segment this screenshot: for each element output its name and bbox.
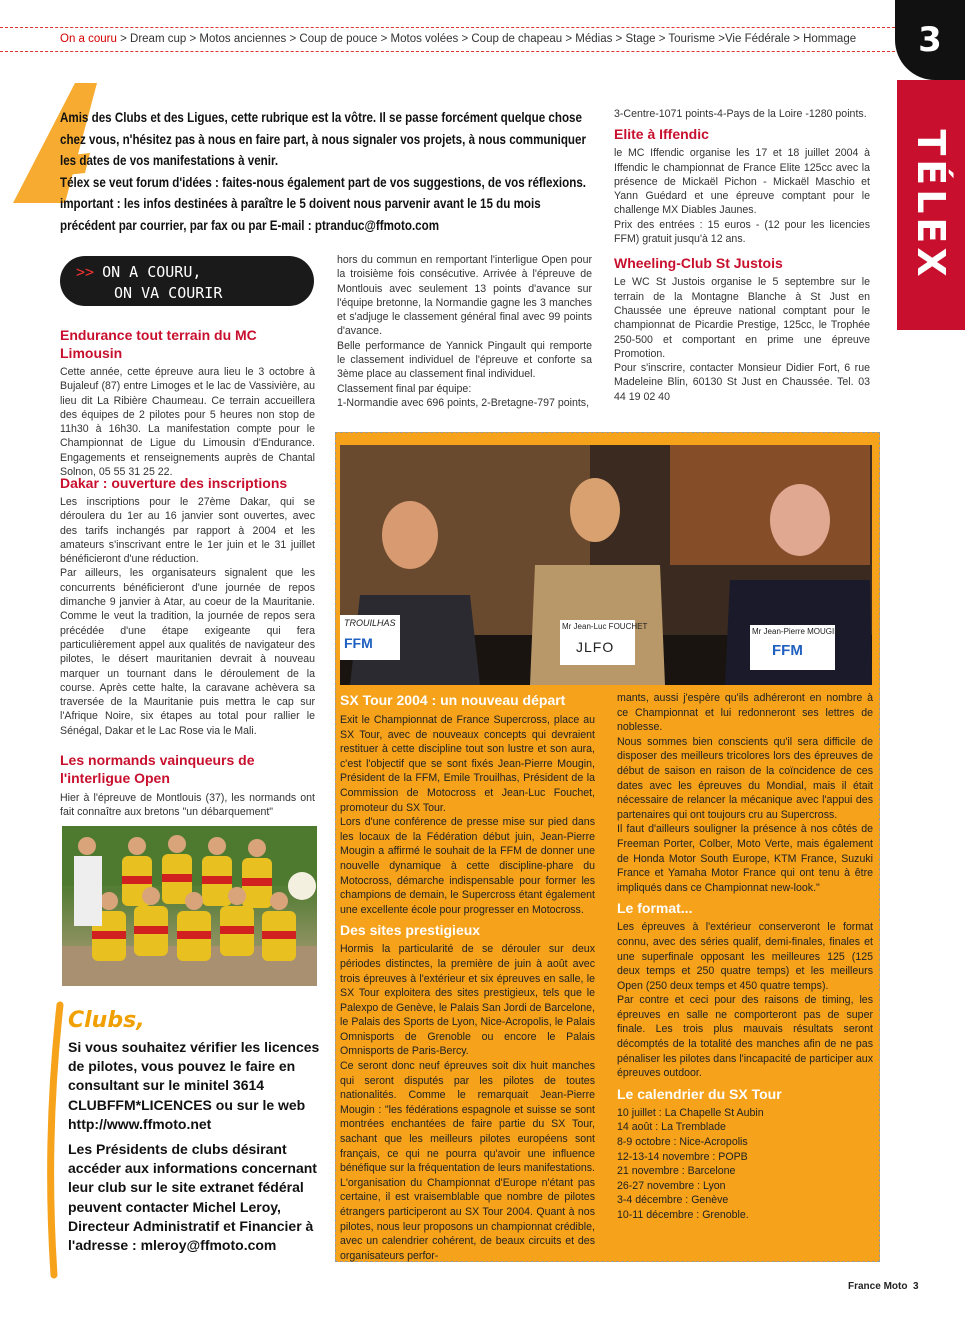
page-number-tab: 3 [895,0,965,80]
calendar-list [617,1106,873,1223]
intro-p3: important : les infos destinées à paraître le 5 doivent nous parvenir avant le 15 du mois précédent par courrier, par fax ou par E-mail : ptranduc@ffmoto.com [60,196,541,233]
article-dakar [60,474,315,738]
text-iffendic-prix: Prix des entrées : 15 euros - (12 pour les licencies FFM) gratuit jusqu'à 12 ans. [614,218,870,246]
text-wheeling: Le WC St Justois organise le 5 septembre sur le terrain de la Montagne Blanche à St Just en Chaussée une épreuve national comptant pour le championnat de Picardie Prestige, 125cc, le Trophée 250-500 et comportant en prime une épreuve Promotion. [614,276,870,360]
text-classement-cont: 3-Centre-1071 points-4-Pays de la Loire -1280 points. [614,108,867,120]
banner-line2: ON VA COURIR [114,284,223,302]
intro-p2: Télex se veut forum d'idées : faites-nous également part de vos suggestions, de vos réflexions. [60,174,587,190]
text-dakar-2: Par ailleurs, les organisateurs signalent que les concurrents bénéficieront d'une journée de repos dimanche 9 janvier à Atar, au coeur de la Mauritanie. Comme le veut la tradition, la journée de repos sera précédée d'une étape exigeante qui fera particulièrement appel aux qualités de navigateur des pilotes, le désert mauritanien devrait à nouveau marquer un tournant dans le déroulement de la course. Après cette halte, la caravane achèvera sa traversée de la Mauritanie puis mettra le cap sur l'Afrique Noire, six étapes au total pour rallier le Sénégal, Dakar et le Lac Rose via le Mali. [60,567,315,737]
name-card-3: Mr Jean-Pierre MOUGIN [752,627,841,636]
heading-normands: Les normands vainqueurs de l'interligue Open [60,752,255,786]
calendar-item: 12-13-14 novembre : POPB [617,1150,748,1163]
sx-text-7: Il faut d'ailleurs souligner la présence à nos côtés de Freeman Porter, Colber, Moto Verte, mais également de Honda Motor South Europe, KTM France, Suzuki France et Yamaha Motor France qui ont tenu à être impliqués dans ce Championnat new-look." [617,823,873,894]
footer-page: 3 [913,1281,919,1292]
sx-tour-col-b [617,691,873,1223]
section-tab [897,80,965,330]
name-card-2: JLFO [576,639,615,655]
text-normands-cont-3: Classement final par équipe: [337,382,472,395]
text-dakar-1: Les inscriptions pour le 27ème Dakar, qui se déroulera du 1er au 16 janvier sont ouvertes, avec des tarifs inchangés par rapport à 2004 et les amateurs s'inscrivant entre le 1er juin et le 31 juillet bénéficieront d'une réduction. [60,496,315,566]
article-normands [60,751,315,820]
sx-text-5: mants, aussi j'espère qu'ils adhéreront en nombre à ce Championnat et lui redonneront ses lettres de noblesse. [617,692,873,734]
heading-endurance: Endurance tout terrain du MC Limousin [60,327,257,361]
text-normands-cont-1: hors du commun en remportant l'interligue Open pour la troisième fois consécutive. Arrivée à l'épreuve de Montlouis avec seulement 13 points d'avance sur l'équipe bretonne, la Normandie gagne les 3 manches et s'adjuge le classement général final avec 99 points d'avance. [337,254,592,338]
text-normands-cont-2: Belle performance de Yannick Pingault qui remporte le classement individuel de l'épreuve et conforte sa 3ème place au classement final individuel. [337,339,592,381]
heading-dakar: Dakar : ouverture des inscriptions [60,475,288,491]
text-endurance: Cette année, cette épreuve aura lieu le 3 octobre à Bujaleuf (87) entre Limoges et le lac de Vassivière, au lieu dit La Ribière Chaumeau. Ce terrain accueillera des équipes de 2 pilotes pour 5 heures non stop de 11h30 à 16h30. La manifestation compte pour le Championnat de Ligue du Limousin d'Endurance. Engagements et renseignements auprès de Chantal Solnon, 05 55 31 25 22. [60,366,315,479]
sx-tour-col-a [340,691,595,1263]
text-iffendic: le MC Iffendic organise les 17 et 18 juillet 2004 à Iffendic le championnat de France Elite 125cc avec la présence de Mickaël Pichon - Mickaël Maschio et Yann Guédard et une épreuve comptant pour le challenge MX Diables Jaunes. [614,147,870,217]
heading-calendrier: Le calendrier du SX Tour [617,1085,782,1102]
clubs-text [68,1038,328,1255]
press-conference-photo [340,445,872,685]
name-card-3-logo: FFM [772,642,803,659]
sx-text-3: Hormis la particularité de se dérouler sur deux périodes distinctes, la première de juin à août avec trois épreuves à l'extérieur et six épreuves en salle, le SX Tour exploitera des sites prestigieux, tels que le Palexpo de Genève, le Palais San Jordi de Barcelone, le Palais des Sports de Lyon, Nice-Acropolis, le Palais Omnisports de Grenoble ou encore le Palais Omnisports de Paris-Bercy. [340,943,596,1058]
footer-brand: France Moto [848,1281,908,1292]
text-normands-cont-4: 1-Normandie avec 696 points, 2-Bretagne-797 points, [337,396,590,409]
breadcrumb [0,27,895,52]
sx-text-4: Ce seront donc neuf épreuves soit dix huit manches qui seront disputés par les pilotes de toutes nationalités. Comme le remarquait Jean-Pierre Mougin : "les fédérations espagnole et suisse se sont montrées enchantées de faire partie du SX Tour, sachant que les meilleurs pilotes européens sont français, ce qui ne pourra qu'avoir une influence bénéfique sur la fréquentation de leurs manifestations. L'organisation du Championnat d'Europe n'étant pas certaine, il est vraisemblable que nombre de pilotes étrangers participeront au SX Tour 2004. Quant à nos pilotes, nous leur proposons un championnat crédible, avec un calendrier cohérent, de beaux circuits et des organisateurs perfor- [340,1060,596,1262]
calendar-item: 10-11 décembre : Grenoble. [617,1209,749,1221]
sx-text-9: Par contre et ceci pour des raisons de timing, les épreuves en salle ne comporteront pas de super finale. Les trois plus mauvais résultats seront décomptés de la totalité des manches afin de ne pas pénaliser les pilotes dans l'incapacité de participer aux épreuves outdoor. [617,994,873,1080]
arrow-icon: >> [76,263,95,281]
name-card-2-title: Mr Jean-Luc FOUCHET [562,622,648,631]
heading-sites: Des sites prestigieux [340,922,481,939]
section-tab-label: TÉLEX [909,129,953,281]
calendar-item: 3-4 décembre : Genève [617,1194,729,1207]
calendar-item: 8-9 octobre : Nice-Acropolis [617,1136,748,1149]
article-column3 [614,107,870,404]
heading-format: Le format... [617,900,693,917]
calendar-item: 26-27 novembre : Lyon [617,1179,726,1192]
clubs-text-2: Les Présidents de clubs désirant accéder aux informations concernant leur club sur le site extranet fédéral peuvent contacter Michel Leroy, Directeur Administratif et Financier à l'adresse : mleroy@ffmoto.com [68,1141,317,1254]
text-normands: Hier à l'épreuve de Montlouis (37), les normands ont fait connaître aux bretons "un débarquement" [60,792,315,819]
heading-iffendic: Elite à Iffendic [614,126,709,143]
sx-text-1: Exit le Championnat de France Supercross, place au SX Tour, avec de nouveaux concepts qui devraient restituer à cette discipline tout son lustre et son aura, c'est l'objectif que se sont fixés Jean-Pierre Mougin, Président de la FFM, Emile Trouilhas, Président de la Commission de Motocross et Jean-Luc Fouchet, promoteur du SX Tour. [340,714,595,814]
calendar-item: 10 juillet : La Chapelle St Aubin [617,1106,764,1119]
heading-wheeling: Wheeling-Club St Justois [614,255,783,272]
name-card-1: TROUILHAS [344,618,396,628]
article-endurance [60,326,315,479]
heading-sx-tour: SX Tour 2004 : un nouveau départ [340,692,566,708]
name-card-1-logo: FFM [344,635,373,651]
breadcrumb-rest[interactable]: > Dream cup > Motos anciennes > Coup de pouce > Motos volées > Coup de chapeau > Médias > Stage > Tourisme >Vie Fédérale > Hommage [116,33,857,45]
intro-p1: Amis des Clubs et des Ligues, cette rubrique est la vôtre. Il se passe forcément quelque chose chez vous, n'hésitez pas à nous en faire part, à nous signaler vos projets, à nous communiquer les dates de vos manifestations à venir. [60,110,586,168]
page-footer [848,1281,919,1292]
breadcrumb-current[interactable]: On a couru [60,33,117,45]
section-banner [60,256,314,306]
calendar-item: 21 novembre : Barcelone [617,1165,736,1178]
clubs-title: Clubs, [68,1008,145,1033]
sx-text-8: Les épreuves à l'extérieur conserveront le format connu, avec des séries qualif, demi-finales, finales et une superfinale opposant les meilleures 125 (125 deux temps et 250 quatre temps) et les meilleurs Open (250 deux temps et 450 quatre temps). [617,921,873,992]
calendar-item: 14 août : La Tremblade [617,1121,726,1134]
banner-line1: ON A COURU, [102,263,202,281]
sx-text-6: Nous sommes bien conscients qu'il sera difficile de disposer des meilleurs tricolores lors des épreuves de début de saison en raison de la coïncidence de ces dates avec les épreuves du Mondial, mais il était nécessaire de relancer la mécanique avec l'appui des partenaires qui ont toujours cru au Supercross. [617,735,873,821]
sx-text-2: Lors d'une conférence de presse mise sur pied dans les locaux de la Fédération début juin, Jean-Pierre Mougin a affirmé le souhait de la FFM de donner une nouvelle dynamique à cette discipline-phare du Motocross, démarche indispensable pour former les champions de demain, le Supercross étant également une excellente école pour progresser en Motocross. [340,816,595,916]
text-wheeling-contact: Pour s'inscrire, contacter Monsieur Didier Fort, 6 rue Madeleine Blin, 60130 St Just en Chaussée. Tel. 03 44 19 02 40 [614,362,870,403]
clubs-text-1: Si vous souhaitez vérifier les licences de pilotes, vous pouvez le faire en consultant sur le minitel 3614 CLUBFFM*LICENCES ou sur le web http://www.ffmoto.net [68,1039,320,1132]
team-photo [62,826,317,986]
intro-block [60,107,598,236]
article-normands-cont [337,253,592,410]
